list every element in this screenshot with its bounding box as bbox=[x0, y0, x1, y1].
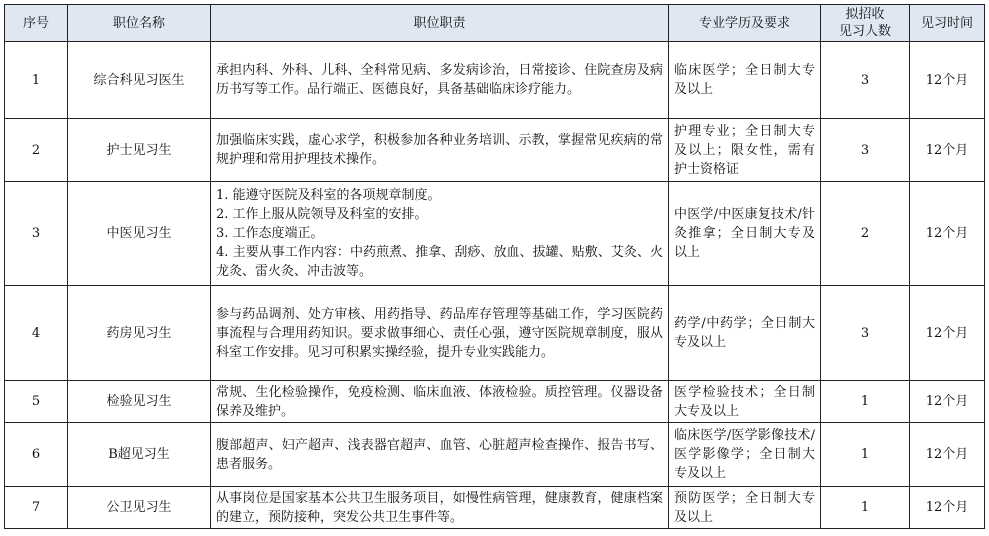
row-seq: 6 bbox=[5, 423, 68, 487]
row-duties: 参与药品调剂、处方审核、用药指导、药品库存管理等基础工作，学习医院药事流程与合理用药知识。要求做事细心、责任心强，遵守医院规章制度，服从科室工作安排。见习可积累实操经验，提升专业实践能力。 bbox=[211, 286, 669, 381]
duty-line: 2. 工作上服从院领导及科室的安排。 bbox=[216, 207, 428, 222]
table-row bbox=[5, 182, 985, 286]
row-duties: 从事岗位是国家基本公共卫生服务项目，如慢性病管理，健康教育，健康档案的建立，预防接种，突发公共卫生事件等。 bbox=[211, 487, 669, 529]
row-count: 1 bbox=[821, 487, 910, 529]
table-row bbox=[5, 42, 985, 119]
header-duties: 职位职责 bbox=[211, 5, 669, 42]
row-duration: 12个月 bbox=[910, 487, 985, 529]
table-row bbox=[5, 423, 985, 487]
table-row bbox=[5, 286, 985, 381]
duty-line: 3. 工作态度端正。 bbox=[216, 226, 324, 241]
row-duties bbox=[211, 182, 669, 286]
row-position-name: 中医见习生 bbox=[68, 182, 211, 286]
row-position-name: 综合科见习医生 bbox=[68, 42, 211, 119]
row-requirements: 药学/中药学；全日制大专及以上 bbox=[669, 286, 821, 381]
row-duration: 12个月 bbox=[910, 42, 985, 119]
row-duties: 加强临床实践，虚心求学，积极参加各种业务培训、示教，掌握常见疾病的常规护理和常用护理技术操作。 bbox=[211, 119, 669, 182]
row-count: 3 bbox=[821, 286, 910, 381]
table-row bbox=[5, 119, 985, 182]
row-duties: 常规、生化检验操作，免疫检测、临床血液、体液检验。质控管理。仪器设备保养及维护。 bbox=[211, 381, 669, 423]
row-seq: 2 bbox=[5, 119, 68, 182]
row-duration: 12个月 bbox=[910, 182, 985, 286]
row-requirements: 医学检验技术；全日制大专及以上 bbox=[669, 381, 821, 423]
duty-line: 4. 主要从事工作内容：中药煎煮、推拿、刮痧、放血、拔罐、贴敷、艾灸、火龙灸、雷火灸、冲击波等。 bbox=[216, 245, 663, 279]
header-position-name: 职位名称 bbox=[68, 5, 211, 42]
row-count: 3 bbox=[821, 119, 910, 182]
header-count-line2: 见习人数 bbox=[838, 24, 891, 39]
row-seq: 1 bbox=[5, 42, 68, 119]
row-count: 2 bbox=[821, 182, 910, 286]
row-position-name: 检验见习生 bbox=[68, 381, 211, 423]
row-requirements: 中医学/中医康复技术/针灸推拿；全日制大专及以上 bbox=[669, 182, 821, 286]
row-duration: 12个月 bbox=[910, 286, 985, 381]
row-position-name: B超见习生 bbox=[68, 423, 211, 487]
row-requirements: 临床医学；全日制大专及以上 bbox=[669, 42, 821, 119]
row-position-name: 药房见习生 bbox=[68, 286, 211, 381]
row-duration: 12个月 bbox=[910, 381, 985, 423]
row-duration: 12个月 bbox=[910, 423, 985, 487]
row-count: 1 bbox=[821, 381, 910, 423]
row-seq: 5 bbox=[5, 381, 68, 423]
internship-positions-table bbox=[4, 4, 985, 529]
header-seq: 序号 bbox=[5, 5, 68, 42]
row-requirements: 临床医学/医学影像技术/医学影像学；全日制大专及以上 bbox=[669, 423, 821, 487]
row-duties: 承担内科、外科、儿科、全科常见病、多发病诊治，日常接诊、住院查房及病历书写等工作。品行端正、医德良好，具备基础临床诊疗能力。 bbox=[211, 42, 669, 119]
row-seq: 7 bbox=[5, 487, 68, 529]
row-seq: 4 bbox=[5, 286, 68, 381]
row-position-name: 护士见习生 bbox=[68, 119, 211, 182]
header-duration: 见习时间 bbox=[910, 5, 985, 42]
row-duties: 腹部超声、妇产超声、浅表器官超声、血管、心脏超声检查操作、报告书写、患者服务。 bbox=[211, 423, 669, 487]
header-count-line1: 拟招收 bbox=[845, 7, 885, 22]
duty-line: 1. 能遵守医院及科室的各项规章制度。 bbox=[216, 188, 441, 203]
header-requirements: 专业学历及要求 bbox=[669, 5, 821, 42]
row-requirements: 护理专业；全日制大专及以上；限女性，需有护士资格证 bbox=[669, 119, 821, 182]
table-row bbox=[5, 487, 985, 529]
header-row bbox=[5, 5, 985, 42]
row-position-name: 公卫见习生 bbox=[68, 487, 211, 529]
table-row bbox=[5, 381, 985, 423]
row-count: 1 bbox=[821, 423, 910, 487]
row-requirements: 预防医学；全日制大专及以上 bbox=[669, 487, 821, 529]
row-count: 3 bbox=[821, 42, 910, 119]
header-count bbox=[821, 5, 910, 42]
row-duration: 12个月 bbox=[910, 119, 985, 182]
row-seq: 3 bbox=[5, 182, 68, 286]
